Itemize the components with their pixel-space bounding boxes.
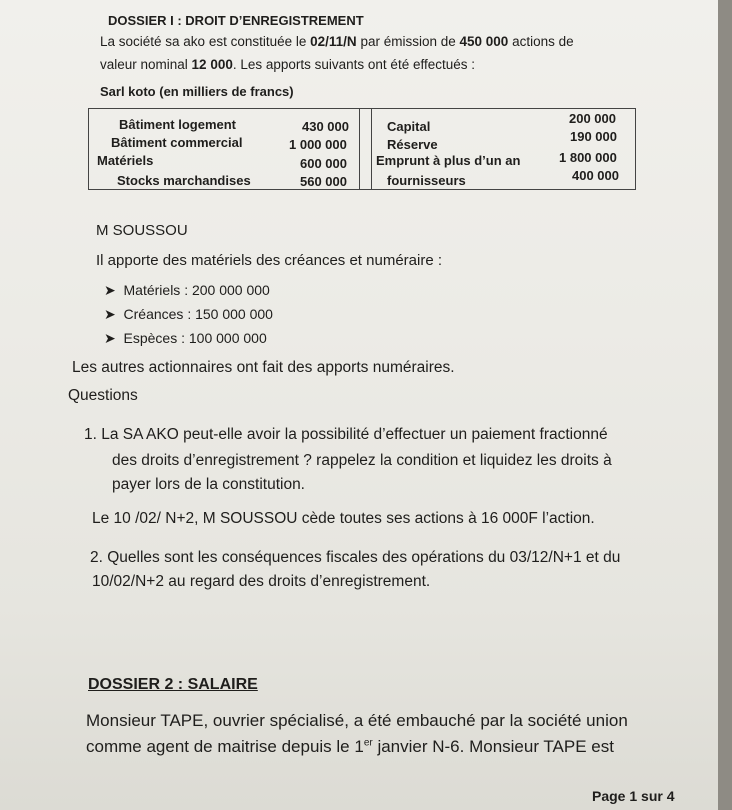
table-divider-1 — [359, 109, 360, 189]
table-right-label: Réserve — [387, 137, 438, 152]
contribution-item: ➤ Créances : 150 000 000 — [104, 306, 273, 322]
dossier2-line-2: comme agent de maitrise depuis le 1er janvier N-6. Monsieur TAPE est — [86, 737, 614, 756]
soussou-name: M SOUSSOU — [96, 222, 188, 239]
others-statement: Les autres actionnaires ont fait des apports numéraires. — [72, 359, 455, 376]
table-right-label: Capital — [387, 119, 431, 134]
table-left-value: 430 000 — [302, 119, 349, 134]
table-right-label: fournisseurs — [387, 173, 466, 188]
dossier2-title: DOSSIER 2 : SALAIRE — [88, 676, 258, 693]
question-1-line-2: des droits d’enregistrement ? rappelez la condition et liquidez les droits à — [112, 452, 612, 469]
intro-line-2: valeur nominal 12 000. Les apports suivants ont été effectués : — [100, 57, 475, 72]
dossier2-line-1: Monsieur TAPE, ouvrier spécialisé, a été embauché par la société union — [86, 711, 628, 730]
arrow-bullet-icon: ➤ — [104, 330, 116, 346]
question-1-line-3: payer lors de la constitution. — [112, 476, 305, 493]
table-right-value: 400 000 — [572, 168, 619, 183]
table-left-label: Bâtiment commercial — [111, 135, 243, 150]
question-2-line-2: 10/02/N+2 au regard des droits d’enregistrement. — [92, 573, 431, 590]
table-right-value: 200 000 — [569, 111, 616, 126]
balance-table — [88, 108, 636, 190]
table-left-label: Matériels — [97, 153, 154, 168]
table-right-label: Emprunt à plus d’un an — [376, 153, 521, 168]
table-left-value: 1 000 000 — [289, 137, 347, 152]
questions-label: Questions — [68, 387, 138, 404]
soussou-intro: Il apporte des matériels des créances et numéraire : — [96, 252, 443, 269]
table-right-value: 1 800 000 — [559, 150, 617, 165]
intro-line-1: La société sa ako est constituée le 02/11/N par émission de 450 000 actions de — [100, 34, 574, 49]
question-2-line-1: 2. Quelles sont les conséquences fiscales des opérations du 03/12/N+1 et du — [90, 549, 621, 566]
arrow-bullet-icon: ➤ — [104, 282, 116, 298]
table-left-label: Bâtiment logement — [119, 117, 237, 132]
dossier1-title: DOSSIER I : DROIT D’ENREGISTREMENT — [108, 13, 364, 28]
contribution-item: ➤ Matériels : 200 000 000 — [104, 282, 270, 298]
transfer-event: Le 10 /02/ N+2, M SOUSSOU cède toutes ses actions à 16 000F l’action. — [92, 510, 595, 527]
table-left-label: Stocks marchandises — [117, 173, 251, 188]
question-1-line-1: 1. La SA AKO peut-elle avoir la possibilité d’effectuer un paiement fractionné — [84, 426, 608, 443]
sarl-label: Sarl koto (en milliers de francs) — [100, 84, 294, 99]
table-right-value: 190 000 — [570, 129, 617, 144]
arrow-bullet-icon: ➤ — [104, 306, 116, 322]
table-divider-2 — [371, 109, 372, 189]
page-number: Page 1 sur 4 — [592, 788, 675, 804]
contribution-item: ➤ Espèces : 100 000 000 — [104, 330, 267, 346]
table-left-value: 600 000 — [300, 156, 347, 171]
table-left-value: 560 000 — [300, 174, 347, 189]
